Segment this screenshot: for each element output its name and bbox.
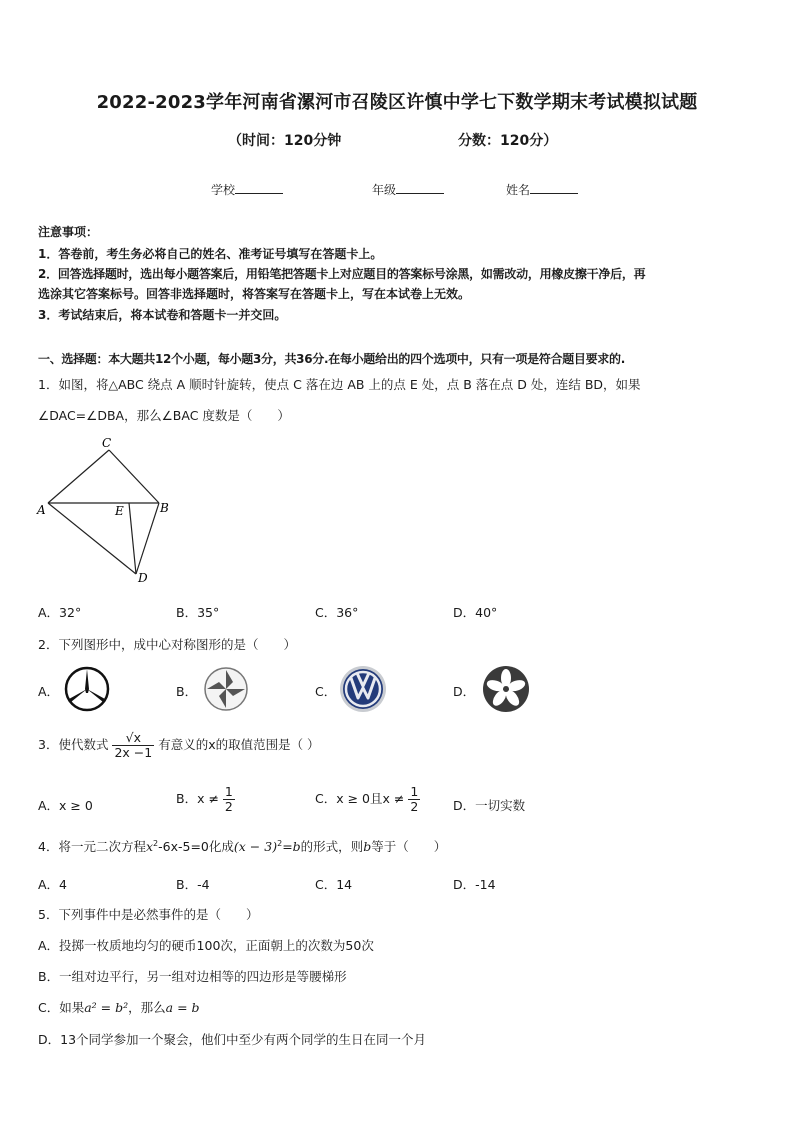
q5-stem: 5．下列事件中是必然事件的是（ ） xyxy=(38,907,259,922)
note-item-2-cont: 选涂其它答案标号。回答非选择题时，将答案写在答题卡上，写在本试卷上无效。 xyxy=(38,287,471,301)
note-item-1: 1．答卷前，考生务必将自己的姓名、准考证号填写在答题卡上。 xyxy=(38,247,383,261)
note-item-2: 2．回答选择题时，选出每小题答案后，用铅笔把答题卡上对应题目的答案标号涂黑，如需改动，用橡皮擦干净后，再 xyxy=(38,267,646,281)
q3-option-b: B．x ≠ $\frac{1}{2}$ xyxy=(176,784,233,814)
note-item-3: 3．考试结束后，将本试卷和答题卡一并交回。 xyxy=(38,308,287,322)
notes-heading: 注意事项： xyxy=(38,225,99,239)
q3-option-d: D．一切实数 xyxy=(453,798,526,813)
grade-field: 年级 xyxy=(372,181,444,198)
school-field: 学校 xyxy=(211,181,283,198)
q2-option-c-label: C． xyxy=(315,684,337,699)
q1-option-a: A．32° xyxy=(38,605,82,620)
q3-option-a: A．x ≥ 0 xyxy=(38,798,93,813)
label-B: B xyxy=(160,501,169,515)
name-field: 姓名 xyxy=(506,181,578,198)
q1-option-b: B．35° xyxy=(176,605,220,620)
bauhinia-logo-icon xyxy=(481,664,531,714)
q1-stem-line2: ∠DAC=∠DBA，那么∠BAC 度数是（ ） xyxy=(38,408,290,423)
label-C: C xyxy=(102,436,112,450)
q4-option-b: B．-4 xyxy=(176,877,210,892)
q2-option-a-label: A． xyxy=(38,684,60,699)
exam-score: 分数：120分） xyxy=(458,133,558,149)
q4-option-c: C．14 xyxy=(315,877,353,892)
q1-stem-line1: 1．如图，将△ABC 绕点 A 顺时针旋转，使点 C 落在边 AB 上的点 E 处，点 B 落在点 D 处，连结 BD，如果 xyxy=(38,377,641,392)
page-title: 2022-2023学年河南省漯河市召陵区许慎中学七下数学期末考试模拟试题 xyxy=(96,92,698,113)
pinwheel-logo-icon xyxy=(201,664,251,714)
q2-option-b-label: B． xyxy=(176,684,198,699)
q5-option-c: C．如果a² = b²，那么a = b xyxy=(38,1000,200,1015)
mercedes-logo-icon xyxy=(62,664,112,714)
q1-option-c: C．36° xyxy=(315,605,359,620)
q4-stem: 4．将一元二次方程$x^2-6x-5=0$化成$(x - 3)^2=b$的形式，则b等于（ ） xyxy=(38,838,447,854)
q3-option-c: C．x ≥ 0且x ≠ $\frac{1}{2}$ xyxy=(315,784,419,814)
q4-option-d: D．-14 xyxy=(453,877,496,892)
label-A: A xyxy=(37,503,46,517)
q2-option-d-label: D． xyxy=(453,684,476,699)
q5-option-b: B．一组对边平行，另一组对边相等的四边形是等腰梯形 xyxy=(38,969,347,984)
q2-stem: 2．下列图形中，成中心对称图形的是（ ） xyxy=(38,637,296,652)
q1-geometry-figure xyxy=(34,434,180,586)
volkswagen-logo-icon xyxy=(338,664,388,714)
q4-option-a: A．4 xyxy=(38,877,68,892)
section-heading: 一、选择题：本大题共12个小题，每小题3分，共36分.在每小题给出的四个选项中，只有一项是符合题目要求的. xyxy=(38,352,625,366)
label-E: E xyxy=(115,504,124,518)
exam-time: （时间：120分钟 xyxy=(228,133,342,149)
q5-option-a: A．投掷一枚质地均匀的硬币100次，正面朝上的次数为50次 xyxy=(38,938,374,953)
q3-fraction: $\frac{√x}{2x -1}$ xyxy=(114,730,153,760)
q1-option-d: D．40° xyxy=(453,605,498,620)
q5-option-d: D．13个同学参加一个聚会，他们中至少有两个同学的生日在同一个月 xyxy=(38,1032,427,1047)
label-D: D xyxy=(138,571,148,585)
q3-stem: 3．使代数式 $\frac{√x}{2x -1}$ 有意义的x的取值范围是（ ） xyxy=(38,730,320,760)
